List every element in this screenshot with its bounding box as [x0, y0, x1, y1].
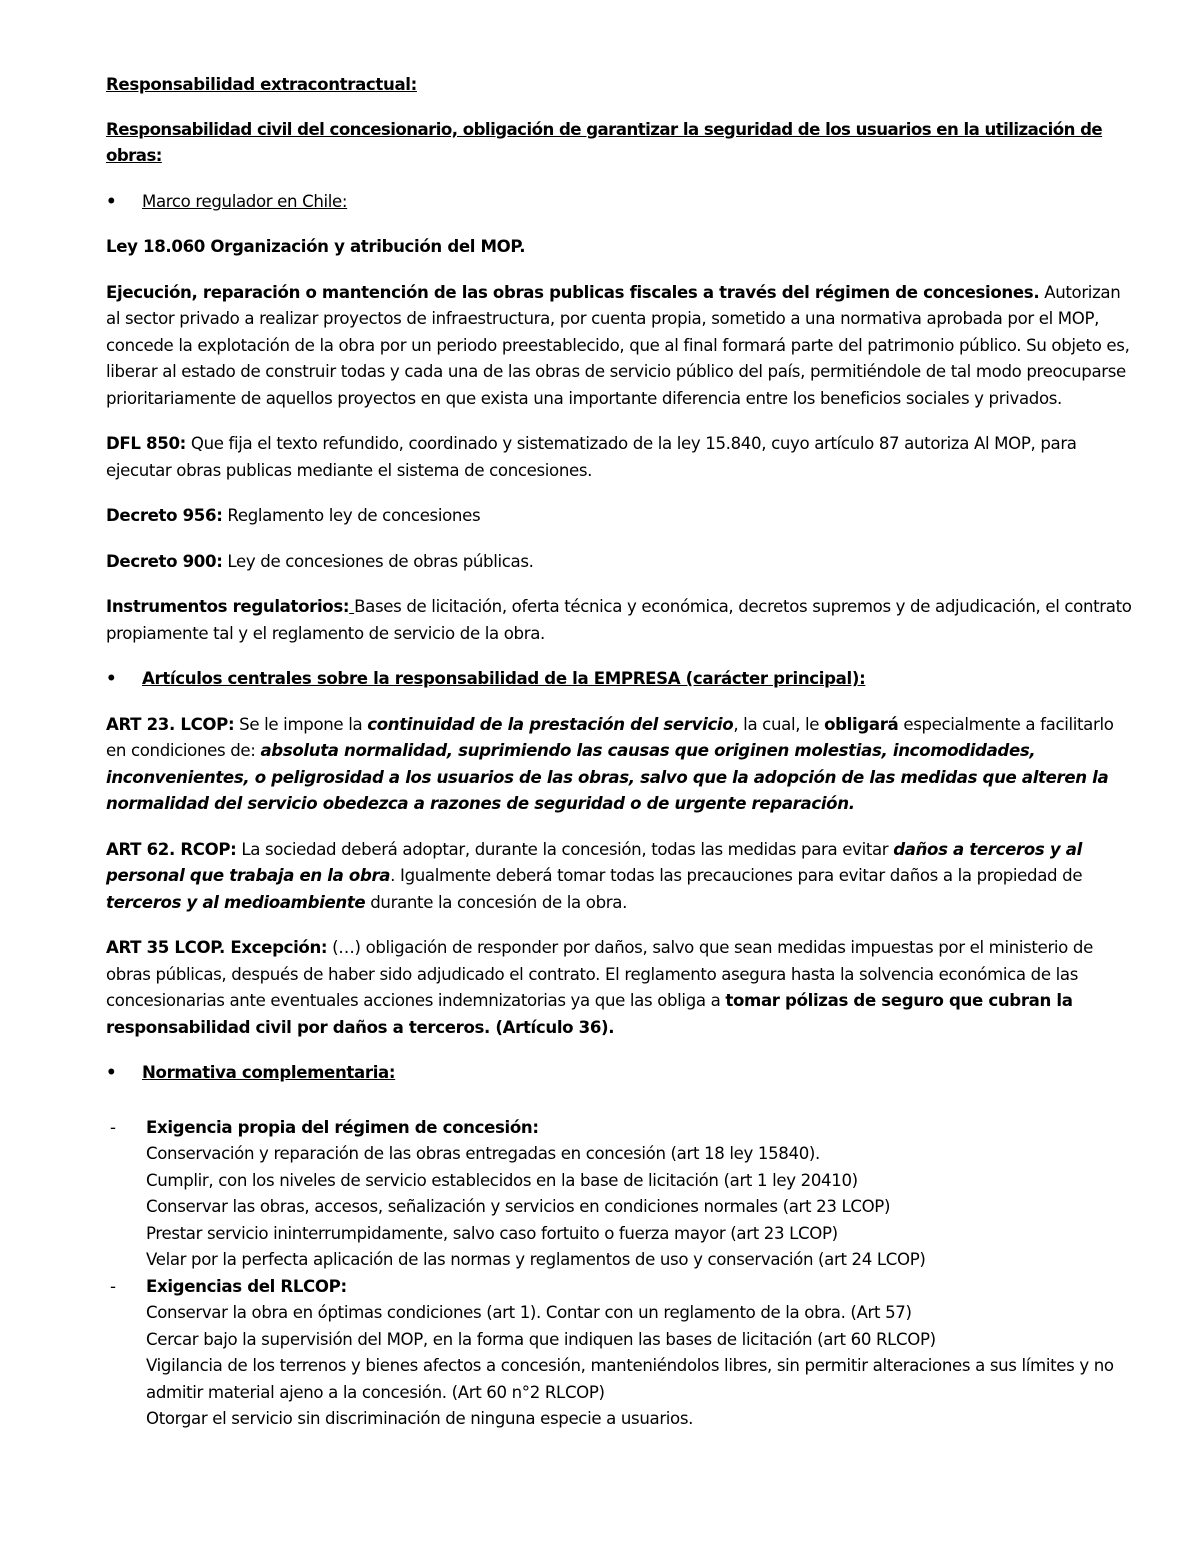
instrumentos-label: Instrumentos regulatorios:	[106, 597, 350, 616]
paragraph-decreto-956	[106, 503, 1132, 530]
list-item: Vigilancia de los terrenos y bienes afectos a concesión, manteniéndolos libres, sin permitir alteraciones a sus límites y no admitir material ajeno a la concesión. (Art 60 n°2 RLCOP)	[146, 1356, 1114, 1402]
bullet-normativa-complementaria	[106, 1060, 1132, 1087]
art-62-emphasis-1: daños a terceros y al personal que trabaja en la obra	[106, 839, 1082, 885]
dash-icon: -	[110, 1276, 116, 1296]
list-exigencia-propia	[106, 1115, 1132, 1274]
dfl-850-label: DFL 850:	[106, 434, 186, 453]
dfl-850-text: Que fija el texto refundido, coordinado y sistematizado de la ley 15.840, cuyo artículo 87 autoriza Al MOP, para ejecutar obras publicas mediante el sistema de concesiones.	[106, 434, 1077, 480]
art-35-label: ART 35 LCOP. Excepción:	[106, 938, 328, 957]
list-item: Cumplir, con los niveles de servicio establecidos en la base de licitación (art 1 ley 20410)	[146, 1170, 858, 1190]
bullet-articulos-centrales	[106, 666, 1132, 693]
normativa-heading: Normativa complementaria:	[142, 1063, 396, 1082]
art-35-text-1: (…) obligación de responder por daños, salvo que sean medidas impuestas por el ministerio de obras públicas, después de haber sido adjudicado el contrato. El reglamento asegura hasta la solvencia económica de las concesionarias ante eventuales acciones indemnizatorias ya que las obliga a	[106, 938, 1093, 1010]
paragraph-decreto-900	[106, 549, 1132, 576]
instrumentos-text: Bases de licitación, oferta técnica y económica, decretos supremos y de adjudicación, el contrato propiamente tal y el reglamento de servicio de la obra.	[106, 597, 1132, 643]
art-62-text-2: . Igualmente deberá tomar todas las precauciones para evitar daños a la propiedad de	[390, 866, 1083, 885]
articulos-heading: Artículos centrales sobre la responsabilidad de la EMPRESA (carácter principal):	[142, 669, 866, 688]
art-23-emphasis-1: continuidad de la prestación del servicio	[367, 714, 734, 734]
paragraph-ejecucion	[106, 280, 1132, 413]
document-page	[106, 68, 1132, 1433]
art-23-obligara: obligará	[824, 714, 899, 734]
heading-responsabilidad-extracontractual	[106, 72, 1132, 99]
paragraph-instrumentos	[106, 594, 1132, 647]
ley-18060	[106, 234, 1132, 261]
bullet-icon: •	[106, 191, 117, 211]
art-23-emphasis-2: absoluta normalidad, suprimiendo las causas que originen molestias, incomodidades, inconvenientes, o peligrosidad a los usuarios de las obras, salvo que la adopción de las medidas que alteren la normalidad del servicio obedezca a razones de seguridad o de urgente reparación.	[106, 741, 1109, 813]
art-62-text-1: La sociedad deberá adoptar, durante la concesión, todas las medidas para evitar	[236, 839, 894, 859]
list-item: Velar por la perfecta aplicación de las normas y reglamentos de uso y conservación (art 24 LCOP)	[146, 1250, 926, 1269]
paragraph-dfl-850	[106, 431, 1132, 484]
heading-2-text: Responsabilidad civil del concesionario, obligación de garantizar la seguridad de los usuarios en la utilización de obras:	[106, 119, 1103, 165]
list-item: Prestar servicio ininterrumpidamente, salvo caso fortuito o fuerza mayor (art 23 LCOP)	[146, 1223, 838, 1243]
bullet-icon: •	[106, 669, 117, 688]
art-62-text-3: durante la concesión de la obra.	[365, 892, 628, 912]
decreto-900-text: Ley de concesiones de obras públicas.	[222, 551, 534, 571]
list-exigencias-rlcop	[106, 1274, 1132, 1433]
paragraph-art-23	[106, 712, 1132, 818]
art-23-text-1: Se le impone la	[234, 714, 368, 734]
list-item: Cercar bajo la supervisión del MOP, en la forma que indiquen las bases de licitación (art 60 RLCOP)	[146, 1329, 936, 1349]
ejecucion-text: Autorizan al sector privado a realizar proyectos de infraestructura, por cuenta propia, sometido a una normativa aprobada por el MOP, concede la explotación de la obra por un periodo preestablecido, que al final formará parte del patrimonio público. Su objeto es, liberar al estado de construir todas y cada una de las obras de servicio público del país, permitiéndole de tal modo preocuparse prioritariamente de aquellos proyectos en que exista una importante diferencia entre los beneficios sociales y privados.	[106, 282, 1130, 408]
art-23-text-3: especialmente a facilitarlo en condiciones de:	[106, 714, 1114, 760]
exigencias-rlcop-title: Exigencias del RLCOP:	[146, 1276, 347, 1296]
paragraph-art-35	[106, 935, 1132, 1041]
art-62-emphasis-2: terceros y al medioambiente	[106, 892, 366, 912]
heading-responsabilidad-civil	[106, 117, 1132, 170]
decreto-956-label: Decreto 956:	[106, 506, 223, 525]
heading-1-text: Responsabilidad extracontractual:	[106, 75, 417, 94]
art-23-label: ART 23. LCOP:	[106, 714, 235, 734]
dash-icon: -	[110, 1117, 116, 1137]
exigencia-propia-title: Exigencia propia del régimen de concesión:	[146, 1117, 539, 1137]
art-62-label: ART 62. RCOP:	[106, 839, 237, 859]
bullet-marco-regulador	[106, 189, 1132, 216]
art-23-text-2: , la cual, le	[733, 714, 825, 734]
bullet-icon: •	[106, 1063, 117, 1082]
list-item: Conservar la obra en óptimas condiciones (art 1). Contar con un reglamento de la obra. (Art 57)	[146, 1303, 912, 1322]
list-item: Conservar las obras, accesos, señalización y servicios en condiciones normales (art 23 LCOP)	[146, 1197, 891, 1216]
marco-label: Marco regulador en Chile:	[142, 191, 348, 211]
ley-18060-text: Ley 18.060 Organización y atribución del MOP.	[106, 237, 526, 256]
list-item: Otorgar el servicio sin discriminación de ninguna especie a usuarios.	[146, 1409, 694, 1428]
paragraph-art-62	[106, 837, 1132, 917]
art-35-polizas: tomar pólizas de seguro que cubran la responsabilidad civil por daños a terceros. (Artículo 36).	[106, 991, 1073, 1037]
decreto-956-text: Reglamento ley de concesiones	[222, 506, 481, 525]
list-item: Conservación y reparación de las obras entregadas en concesión (art 18 ley 15840).	[146, 1144, 820, 1163]
decreto-900-label: Decreto 900:	[106, 551, 223, 571]
ejecucion-bold: Ejecución, reparación o mantención de las obras publicas fiscales a través del régimen de concesiones.	[106, 282, 1040, 302]
